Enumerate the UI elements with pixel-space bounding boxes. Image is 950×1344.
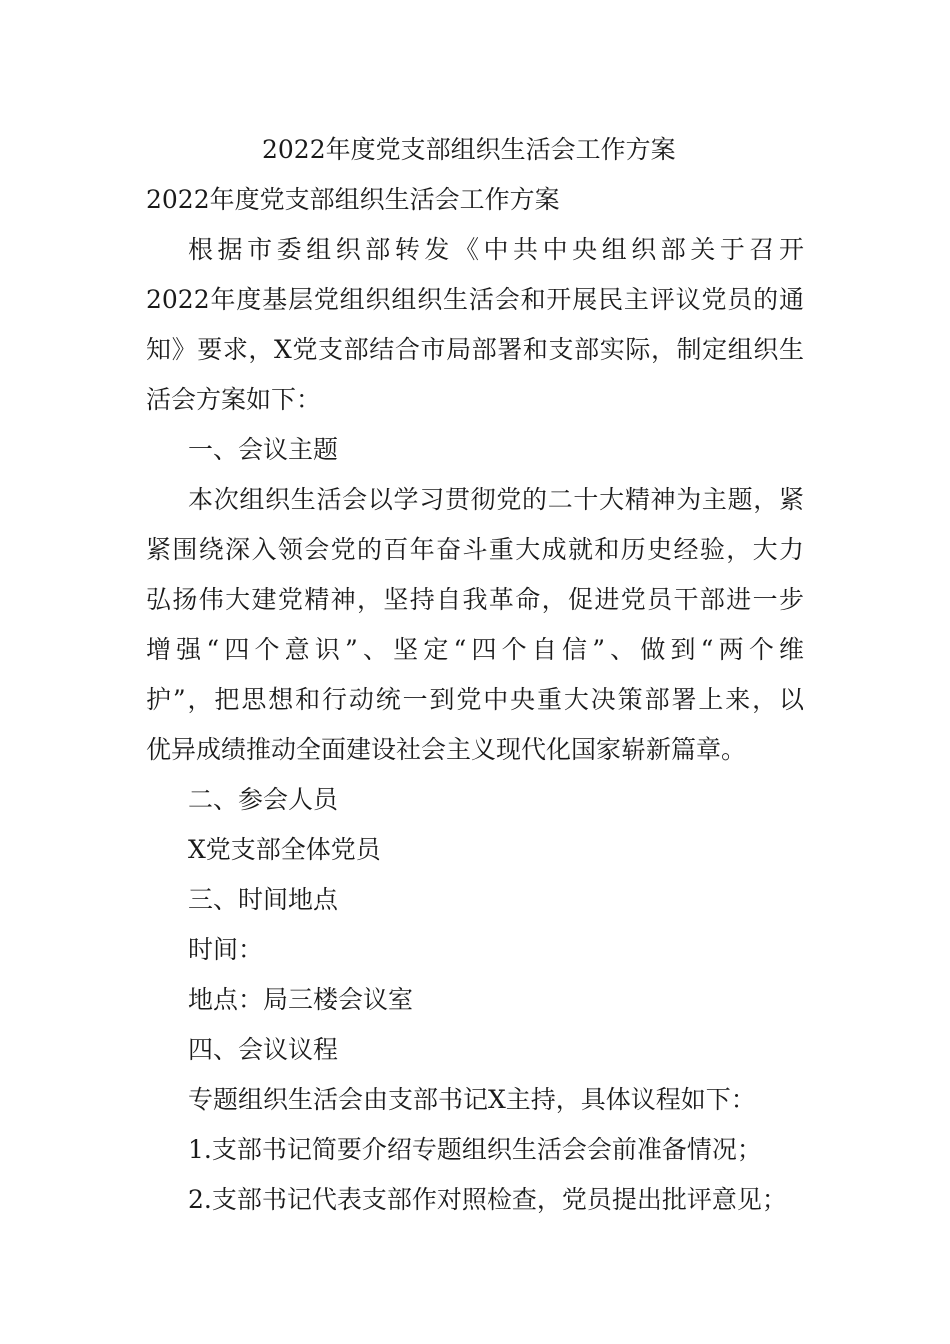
intro-line: 知》要求，X党支部结合市局部署和支部实际，制定组织生 <box>146 335 804 364</box>
attendees-text: X党支部全体党员 <box>188 835 381 864</box>
theme-line: 紧围绕深入领会党的百年奋斗重大成就和历史经验，大力 <box>146 535 804 564</box>
theme-line: 优异成绩推动全面建设社会主义现代化国家崭新篇章。 <box>146 735 747 764</box>
theme-line: 增强“四个意识”、坚定“四个自信”、做到“两个维 <box>146 635 804 664</box>
section-heading-time-place: 三、时间地点 <box>188 885 339 914</box>
place-text: 地点：局三楼会议室 <box>188 985 414 1014</box>
theme-line: 弘扬伟大建党精神，坚持自我革命，促进党员干部进一步 <box>146 585 804 614</box>
section-heading-theme: 一、会议主题 <box>188 435 339 464</box>
document-title: 2022年度党支部组织生活会工作方案 <box>262 135 676 164</box>
time-label: 时间： <box>188 935 264 964</box>
theme-line: 护”，把思想和行动统一到党中央重大决策部署上来，以 <box>146 685 804 714</box>
section-heading-agenda: 四、会议议程 <box>188 1035 339 1064</box>
intro-line: 活会方案如下： <box>146 385 322 414</box>
agenda-intro: 专题组织生活会由支部书记X主持，具体议程如下： <box>188 1085 756 1114</box>
theme-line: 本次组织生活会以学习贯彻党的二十大精神为主题，紧 <box>188 485 804 514</box>
agenda-item: 1.支部书记简要介绍专题组织生活会会前准备情况； <box>188 1135 762 1164</box>
intro-line: 根据市委组织部转发《中共中央组织部关于召开 <box>188 235 804 264</box>
agenda-item: 2.支部书记代表支部作对照检查，党员提出批评意见； <box>188 1185 787 1214</box>
document-subtitle: 2022年度党支部组织生活会工作方案 <box>146 185 560 214</box>
intro-line: 2022年度基层党组织组织生活会和开展民主评议党员的通 <box>146 285 804 314</box>
section-heading-attendees: 二、参会人员 <box>188 785 339 814</box>
